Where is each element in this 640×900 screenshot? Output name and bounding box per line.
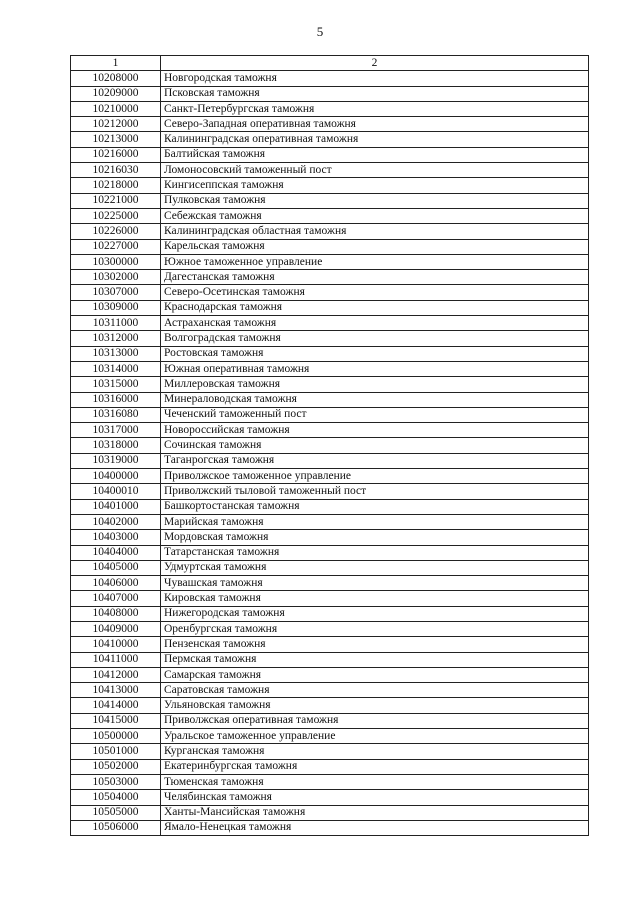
customs-code-cell: 10404000: [71, 545, 161, 560]
customs-code-cell: 10400000: [71, 469, 161, 484]
customs-name-cell: Карельская таможня: [161, 239, 589, 254]
customs-code-cell: 10505000: [71, 805, 161, 820]
customs-name-cell: Пермская таможня: [161, 652, 589, 667]
customs-name-cell: Удмуртская таможня: [161, 560, 589, 575]
table-row: [71, 147, 589, 162]
customs-code-cell: 10500000: [71, 729, 161, 744]
table-row: [71, 499, 589, 514]
customs-name-cell: Курганская таможня: [161, 744, 589, 759]
table-row: [71, 652, 589, 667]
customs-name-cell: Себежская таможня: [161, 208, 589, 223]
customs-code-cell: 10312000: [71, 331, 161, 346]
table-row: [71, 117, 589, 132]
table-body: [71, 71, 589, 836]
customs-code-cell: 10209000: [71, 86, 161, 101]
customs-name-cell: Приволжский тыловой таможенный пост: [161, 484, 589, 499]
customs-name-cell: Чеченский таможенный пост: [161, 407, 589, 422]
table-row: [71, 101, 589, 116]
table-row: [71, 744, 589, 759]
customs-name-cell: Южная оперативная таможня: [161, 361, 589, 376]
table-row: [71, 361, 589, 376]
customs-code-cell: 10221000: [71, 193, 161, 208]
customs-code-cell: 10503000: [71, 774, 161, 789]
table-row: [71, 392, 589, 407]
table-row: [71, 698, 589, 713]
customs-name-cell: Самарская таможня: [161, 667, 589, 682]
customs-code-cell: 10415000: [71, 713, 161, 728]
customs-codes-table: [70, 55, 589, 836]
customs-code-cell: 10314000: [71, 361, 161, 376]
customs-code-cell: 10504000: [71, 790, 161, 805]
table-row: [71, 759, 589, 774]
table-row: [71, 377, 589, 392]
customs-name-cell: Северо-Западная оперативная таможня: [161, 117, 589, 132]
customs-name-cell: Марийская таможня: [161, 514, 589, 529]
customs-name-cell: Ломоносовский таможенный пост: [161, 163, 589, 178]
table-row: [71, 591, 589, 606]
customs-code-cell: 10408000: [71, 606, 161, 621]
table-row: [71, 713, 589, 728]
customs-code-cell: 10212000: [71, 117, 161, 132]
customs-code-cell: 10316080: [71, 407, 161, 422]
customs-code-cell: 10405000: [71, 560, 161, 575]
table-row: [71, 438, 589, 453]
table-row: [71, 820, 589, 835]
customs-code-cell: 10401000: [71, 499, 161, 514]
page-number: 5: [316, 24, 324, 39]
customs-code-cell: 10403000: [71, 530, 161, 545]
customs-code-cell: 10313000: [71, 346, 161, 361]
customs-name-cell: Челябинская таможня: [161, 790, 589, 805]
customs-code-cell: 10400010: [71, 484, 161, 499]
table-row: [71, 407, 589, 422]
customs-code-cell: 10213000: [71, 132, 161, 147]
customs-name-cell: Псковская таможня: [161, 86, 589, 101]
table-row: [71, 132, 589, 147]
customs-code-cell: 10409000: [71, 621, 161, 636]
table-row: [71, 86, 589, 101]
table-row: [71, 514, 589, 529]
customs-name-cell: Ростовская таможня: [161, 346, 589, 361]
customs-name-cell: Татарстанская таможня: [161, 545, 589, 560]
customs-name-cell: Северо-Осетинская таможня: [161, 285, 589, 300]
column-header-code: 1: [71, 56, 161, 71]
customs-name-cell: Саратовская таможня: [161, 683, 589, 698]
table-row: [71, 193, 589, 208]
customs-name-cell: Южное таможенное управление: [161, 254, 589, 269]
customs-code-cell: 10311000: [71, 316, 161, 331]
table-row: [71, 560, 589, 575]
table-row: [71, 316, 589, 331]
customs-code-cell: 10410000: [71, 637, 161, 652]
customs-code-cell: 10406000: [71, 576, 161, 591]
table-row: [71, 331, 589, 346]
customs-name-cell: Калининградская областная таможня: [161, 224, 589, 239]
customs-name-cell: Чувашская таможня: [161, 576, 589, 591]
customs-code-cell: 10319000: [71, 453, 161, 468]
customs-code-cell: 10309000: [71, 300, 161, 315]
table-header-row: [71, 56, 589, 71]
table-row: [71, 224, 589, 239]
customs-name-cell: Оренбургская таможня: [161, 621, 589, 636]
customs-name-cell: Башкортостанская таможня: [161, 499, 589, 514]
column-header-name: 2: [161, 56, 589, 71]
customs-name-cell: Ямало-Ненецкая таможня: [161, 820, 589, 835]
customs-name-cell: Ульяновская таможня: [161, 698, 589, 713]
customs-code-cell: 10226000: [71, 224, 161, 239]
customs-code-cell: 10210000: [71, 101, 161, 116]
table-row: [71, 453, 589, 468]
table-row: [71, 285, 589, 300]
customs-name-cell: Краснодарская таможня: [161, 300, 589, 315]
customs-code-cell: 10412000: [71, 667, 161, 682]
table-row: [71, 163, 589, 178]
table-row: [71, 71, 589, 86]
customs-code-cell: 10225000: [71, 208, 161, 223]
table-row: [71, 484, 589, 499]
customs-name-cell: Миллеровская таможня: [161, 377, 589, 392]
table-row: [71, 606, 589, 621]
table-row: [71, 790, 589, 805]
customs-code-cell: 10307000: [71, 285, 161, 300]
customs-code-cell: 10315000: [71, 377, 161, 392]
customs-name-cell: Нижегородская таможня: [161, 606, 589, 621]
table-row: [71, 667, 589, 682]
customs-code-cell: 10414000: [71, 698, 161, 713]
customs-name-cell: Санкт-Петербургская таможня: [161, 101, 589, 116]
customs-name-cell: Приволжское таможенное управление: [161, 469, 589, 484]
customs-code-cell: 10316000: [71, 392, 161, 407]
table-row: [71, 637, 589, 652]
customs-name-cell: Ханты-Мансийская таможня: [161, 805, 589, 820]
customs-code-cell: 10227000: [71, 239, 161, 254]
customs-name-cell: Минераловодская таможня: [161, 392, 589, 407]
customs-name-cell: Волгоградская таможня: [161, 331, 589, 346]
customs-name-cell: Калининградская оперативная таможня: [161, 132, 589, 147]
customs-name-cell: Приволжская оперативная таможня: [161, 713, 589, 728]
customs-name-cell: Екатеринбургская таможня: [161, 759, 589, 774]
customs-code-cell: 10216030: [71, 163, 161, 178]
table-row: [71, 270, 589, 285]
customs-code-cell: 10411000: [71, 652, 161, 667]
customs-code-cell: 10208000: [71, 71, 161, 86]
customs-code-cell: 10216000: [71, 147, 161, 162]
table-row: [71, 239, 589, 254]
table-row: [71, 423, 589, 438]
table-row: [71, 683, 589, 698]
table-row: [71, 469, 589, 484]
customs-name-cell: Балтийская таможня: [161, 147, 589, 162]
table-row: [71, 178, 589, 193]
customs-code-cell: 10501000: [71, 744, 161, 759]
customs-name-cell: Мордовская таможня: [161, 530, 589, 545]
customs-name-cell: Уральское таможенное управление: [161, 729, 589, 744]
table-row: [71, 530, 589, 545]
customs-name-cell: Тюменская таможня: [161, 774, 589, 789]
table-row: [71, 300, 589, 315]
customs-name-cell: Новгородская таможня: [161, 71, 589, 86]
customs-name-cell: Пулковская таможня: [161, 193, 589, 208]
customs-code-cell: 10302000: [71, 270, 161, 285]
table-row: [71, 729, 589, 744]
customs-code-cell: 10413000: [71, 683, 161, 698]
customs-code-cell: 10218000: [71, 178, 161, 193]
table-row: [71, 545, 589, 560]
customs-code-cell: 10407000: [71, 591, 161, 606]
customs-code-cell: 10402000: [71, 514, 161, 529]
table-row: [71, 576, 589, 591]
customs-code-cell: 10317000: [71, 423, 161, 438]
customs-name-cell: Кингисеппская таможня: [161, 178, 589, 193]
table-row: [71, 621, 589, 636]
customs-code-cell: 10502000: [71, 759, 161, 774]
customs-code-cell: 10300000: [71, 254, 161, 269]
customs-name-cell: Кировская таможня: [161, 591, 589, 606]
table-row: [71, 774, 589, 789]
customs-name-cell: Астраханская таможня: [161, 316, 589, 331]
customs-code-cell: 10318000: [71, 438, 161, 453]
table-row: [71, 208, 589, 223]
customs-name-cell: Новороссийская таможня: [161, 423, 589, 438]
customs-name-cell: Пензенская таможня: [161, 637, 589, 652]
customs-code-cell: 10506000: [71, 820, 161, 835]
customs-name-cell: Таганрогская таможня: [161, 453, 589, 468]
customs-name-cell: Дагестанская таможня: [161, 270, 589, 285]
customs-name-cell: Сочинская таможня: [161, 438, 589, 453]
table-row: [71, 254, 589, 269]
table-row: [71, 346, 589, 361]
table-row: [71, 805, 589, 820]
